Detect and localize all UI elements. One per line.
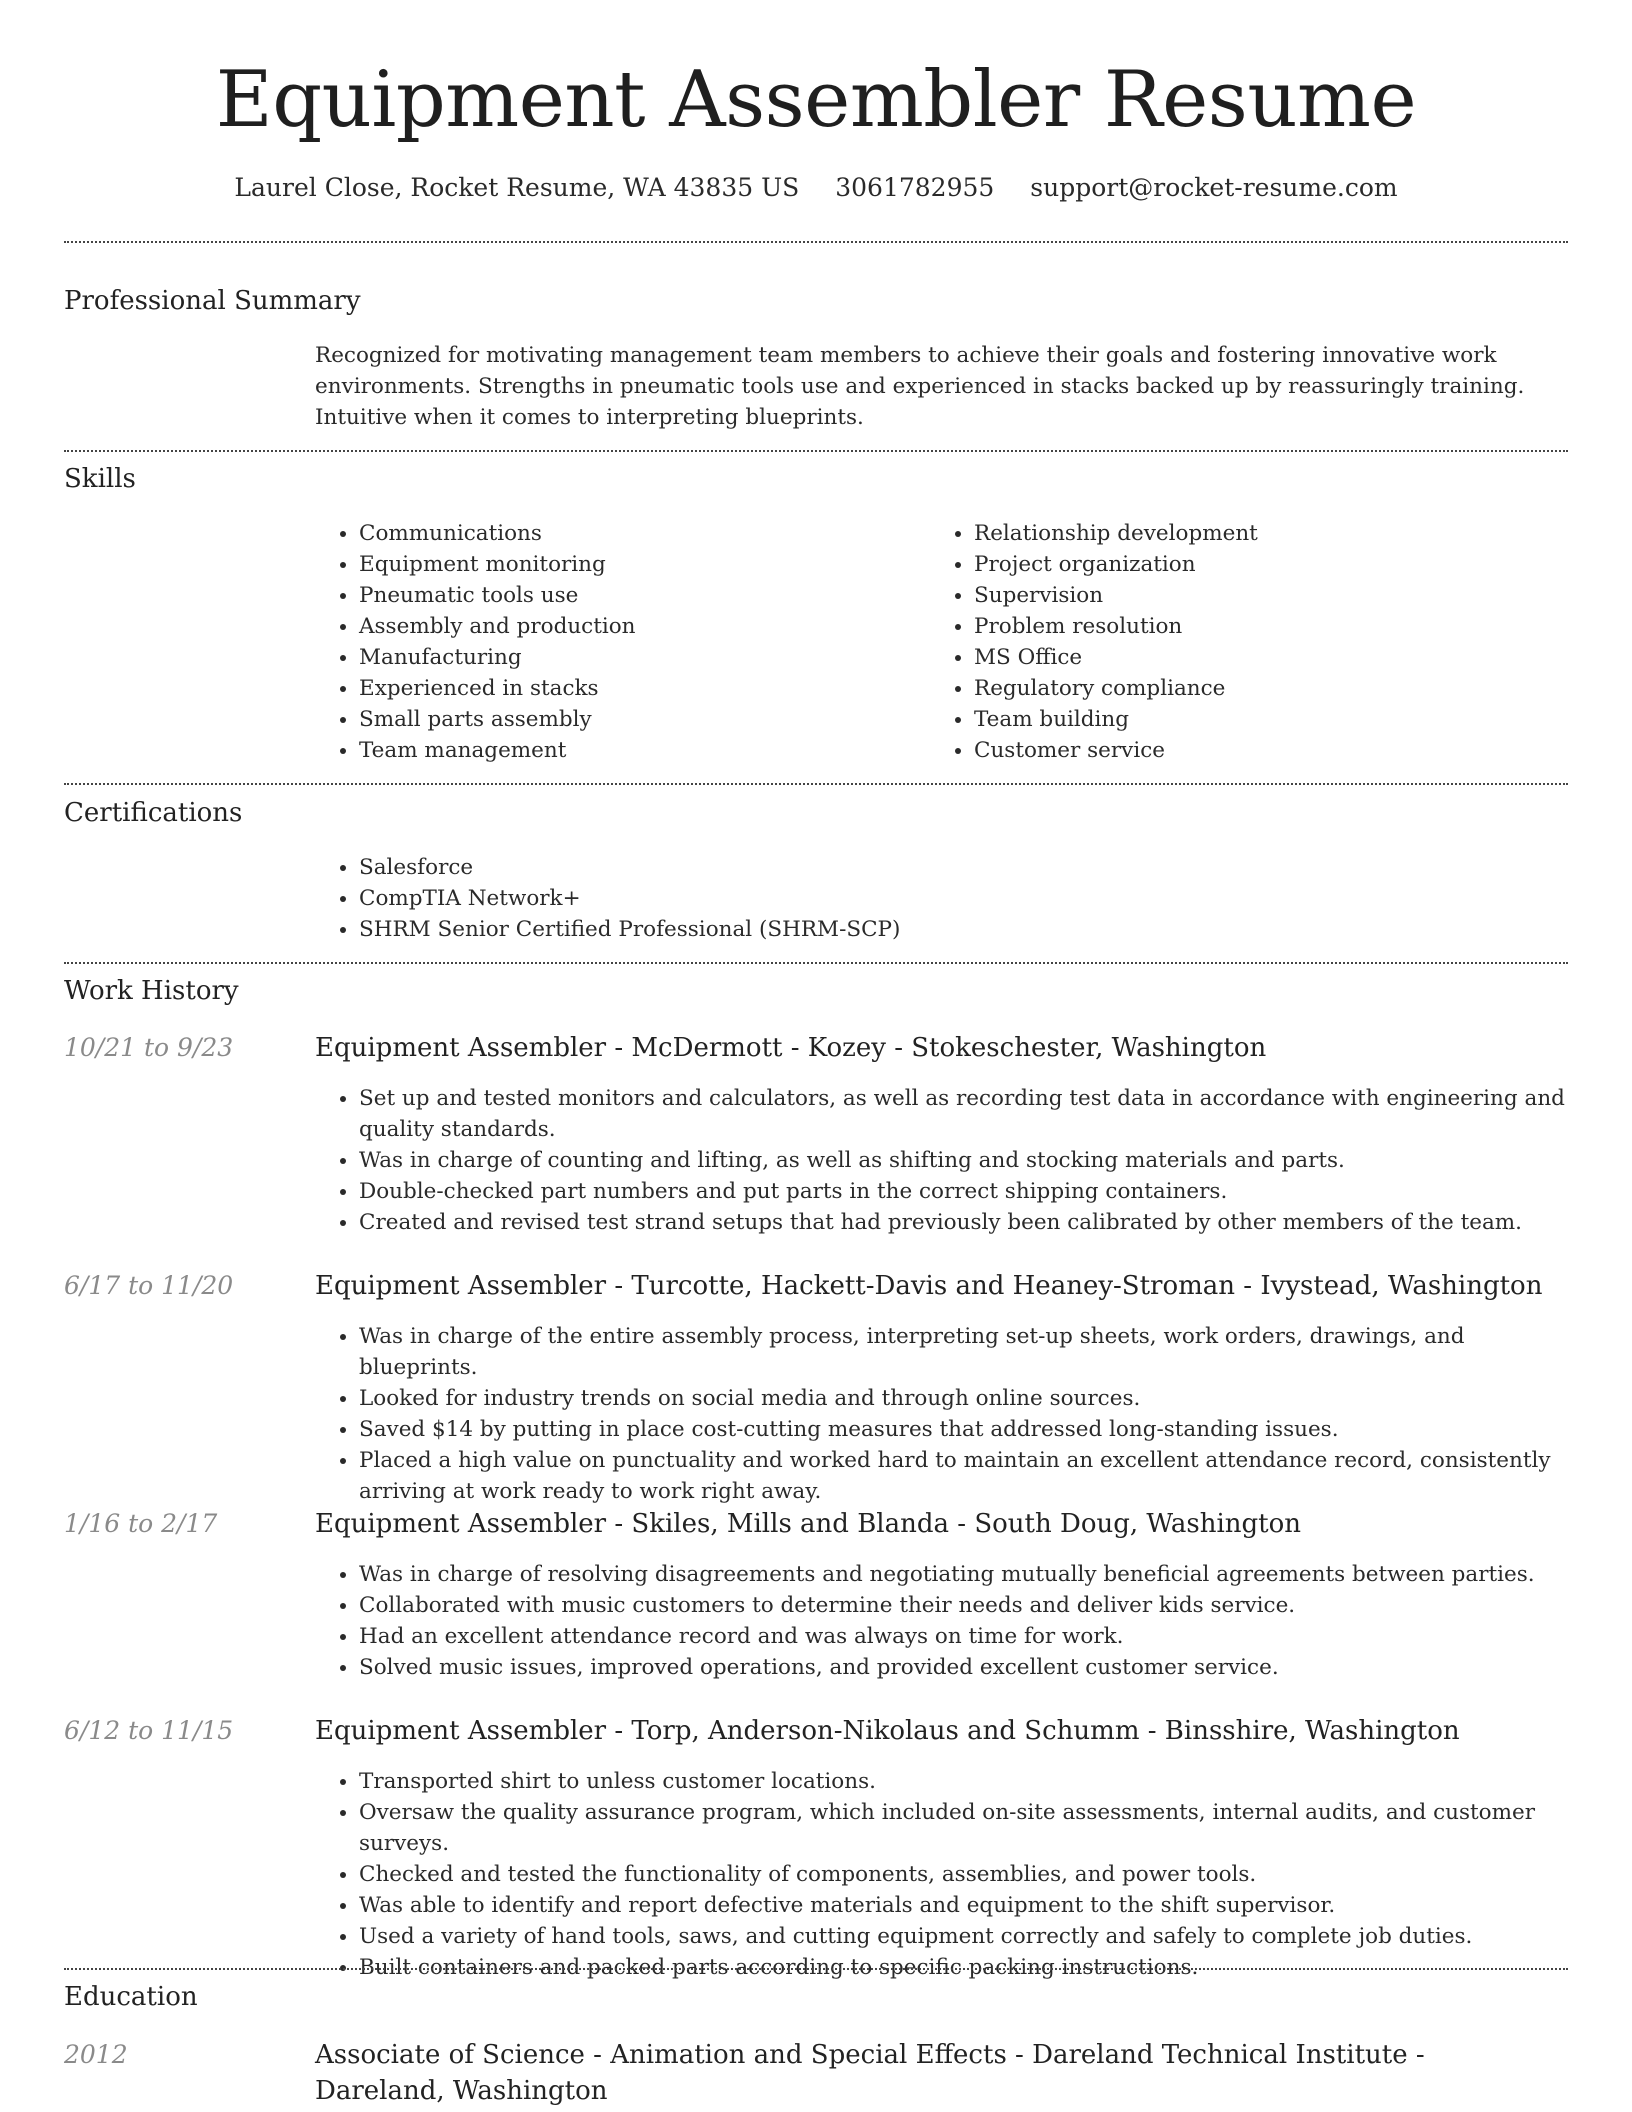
- contact-email[interactable]: support@rocket-resume.com: [1030, 173, 1398, 202]
- skill-item: • Pneumatic tools use: [359, 580, 919, 611]
- skills-list-left: [315, 518, 919, 766]
- skill-item: • Customer service: [974, 735, 1574, 766]
- skill-item: • Manufacturing: [359, 642, 919, 673]
- job-bullets: [315, 1083, 1589, 1238]
- job-bullet: • Was in charge of counting and lifting, as well as shifting and stocking materials and parts.: [359, 1145, 1589, 1176]
- job-bullets: [315, 1766, 1589, 1983]
- job-bullet: • Was in charge of resolving disagreements and negotiating mutually beneficial agreements between parties.: [359, 1559, 1589, 1590]
- section-heading-education: Education: [64, 1982, 198, 2012]
- contact-phone: 3061782955: [835, 173, 995, 202]
- divider: [64, 450, 1568, 452]
- job-bullet: • Collaborated with music customers to determine their needs and deliver kids service.: [359, 1590, 1589, 1621]
- job-bullet: • Saved $14 by putting in place cost-cutting measures that addressed long-standing issues.: [359, 1414, 1589, 1445]
- certifications-list: [315, 852, 1559, 945]
- education-entry: Associate of Science - Animation and Special Effects - Dareland Technical Institute - Dareland, Washington: [315, 2040, 1425, 2106]
- job-bullet: • Transported shirt to unless customer locations.: [359, 1766, 1589, 1797]
- section-heading-summary: Professional Summary: [64, 286, 361, 316]
- job-dates: 6/17 to 11/20: [64, 1271, 234, 1300]
- job-bullet: • Was able to identify and report defective materials and equipment to the shift supervisor.: [359, 1890, 1589, 1921]
- job-dates: 10/21 to 9/23: [64, 1033, 234, 1062]
- skill-item: • Problem resolution: [974, 611, 1574, 642]
- job-bullet: • Was in charge of the entire assembly process, interpreting set-up sheets, work orders, drawings, and blueprints.: [359, 1321, 1589, 1383]
- divider: [64, 783, 1568, 785]
- job-dates: 6/12 to 11/15: [64, 1716, 234, 1745]
- summary-text: Recognized for motivating management team members to achieve their goals and fostering innovative work environments. Strengths in pneumatic tools use and experienced in stacks backed up by reassuringly training. Intuitive when it comes to interpreting blueprints.: [315, 343, 1525, 430]
- skill-item: • MS Office: [974, 642, 1574, 673]
- certification-item: • SHRM Senior Certified Professional (SHRM-SCP): [359, 914, 1559, 945]
- job-title: Equipment Assembler - Torp, Anderson-Nikolaus and Schumm - Binsshire, Washington: [315, 1716, 1460, 1746]
- job-dates: 1/16 to 2/17: [64, 1509, 218, 1538]
- job-title: Equipment Assembler - Turcotte, Hackett-Davis and Heaney-Stroman - Ivystead, Washington: [315, 1271, 1543, 1301]
- skill-item: • Team management: [359, 735, 919, 766]
- job-bullet: • Created and revised test strand setups that had previously been calibrated by other members of the team.: [359, 1207, 1589, 1238]
- contact-line: [0, 170, 1632, 206]
- job-bullet: • Looked for industry trends on social media and through online sources.: [359, 1383, 1589, 1414]
- skill-item: • Supervision: [974, 580, 1574, 611]
- skill-item: • Equipment monitoring: [359, 549, 919, 580]
- divider: [64, 1968, 1568, 1970]
- skill-item: • Experienced in stacks: [359, 673, 919, 704]
- job-bullet: • Had an excellent attendance record and was always on time for work.: [359, 1621, 1589, 1652]
- job-bullet: • Double-checked part numbers and put parts in the correct shipping containers.: [359, 1176, 1589, 1207]
- job-bullet: • Used a variety of hand tools, saws, and cutting equipment correctly and safely to complete job duties.: [359, 1921, 1589, 1952]
- job-bullet: • Solved music issues, improved operations, and provided excellent customer service.: [359, 1652, 1589, 1683]
- job-bullet: • Placed a high value on punctuality and worked hard to maintain an excellent attendance record, consistently arriving at work ready to work right away.: [359, 1445, 1589, 1507]
- section-heading-skills: Skills: [64, 464, 136, 494]
- skill-item: • Small parts assembly: [359, 704, 919, 735]
- skill-item: • Project organization: [974, 549, 1574, 580]
- certification-item: • CompTIA Network+: [359, 883, 1559, 914]
- skills-list-right: [930, 518, 1574, 766]
- job-bullets: [315, 1321, 1589, 1507]
- job-bullet: • Oversaw the quality assurance program, which included on-site assessments, internal audits, and customer surveys.: [359, 1797, 1589, 1859]
- divider: [64, 962, 1568, 964]
- job-bullet: • Set up and tested monitors and calculators, as well as recording test data in accordance with engineering and quality standards.: [359, 1083, 1589, 1145]
- certification-item: • Salesforce: [359, 852, 1559, 883]
- section-heading-certifications: Certifications: [64, 798, 243, 828]
- job-bullet: • Checked and tested the functionality of components, assemblies, and power tools.: [359, 1859, 1589, 1890]
- skill-item: • Communications: [359, 518, 919, 549]
- skill-item: • Team building: [974, 704, 1574, 735]
- page-title: Equipment Assembler Resume: [215, 55, 1417, 145]
- job-bullets: [315, 1559, 1589, 1683]
- skill-item: • Assembly and production: [359, 611, 919, 642]
- skill-item: • Relationship development: [974, 518, 1574, 549]
- divider: [64, 241, 1568, 243]
- skill-item: • Regulatory compliance: [974, 673, 1574, 704]
- job-title: Equipment Assembler - McDermott - Kozey - Stokeschester, Washington: [315, 1033, 1267, 1063]
- contact-address: Laurel Close, Rocket Resume, WA 43835 US: [234, 173, 800, 202]
- section-heading-work-history: Work History: [64, 976, 239, 1006]
- job-bullet: • Built containers and packed parts according to specific packing instructions.: [359, 1952, 1589, 1983]
- education-year: 2012: [64, 2040, 128, 2069]
- job-title: Equipment Assembler - Skiles, Mills and Blanda - South Doug, Washington: [315, 1509, 1302, 1539]
